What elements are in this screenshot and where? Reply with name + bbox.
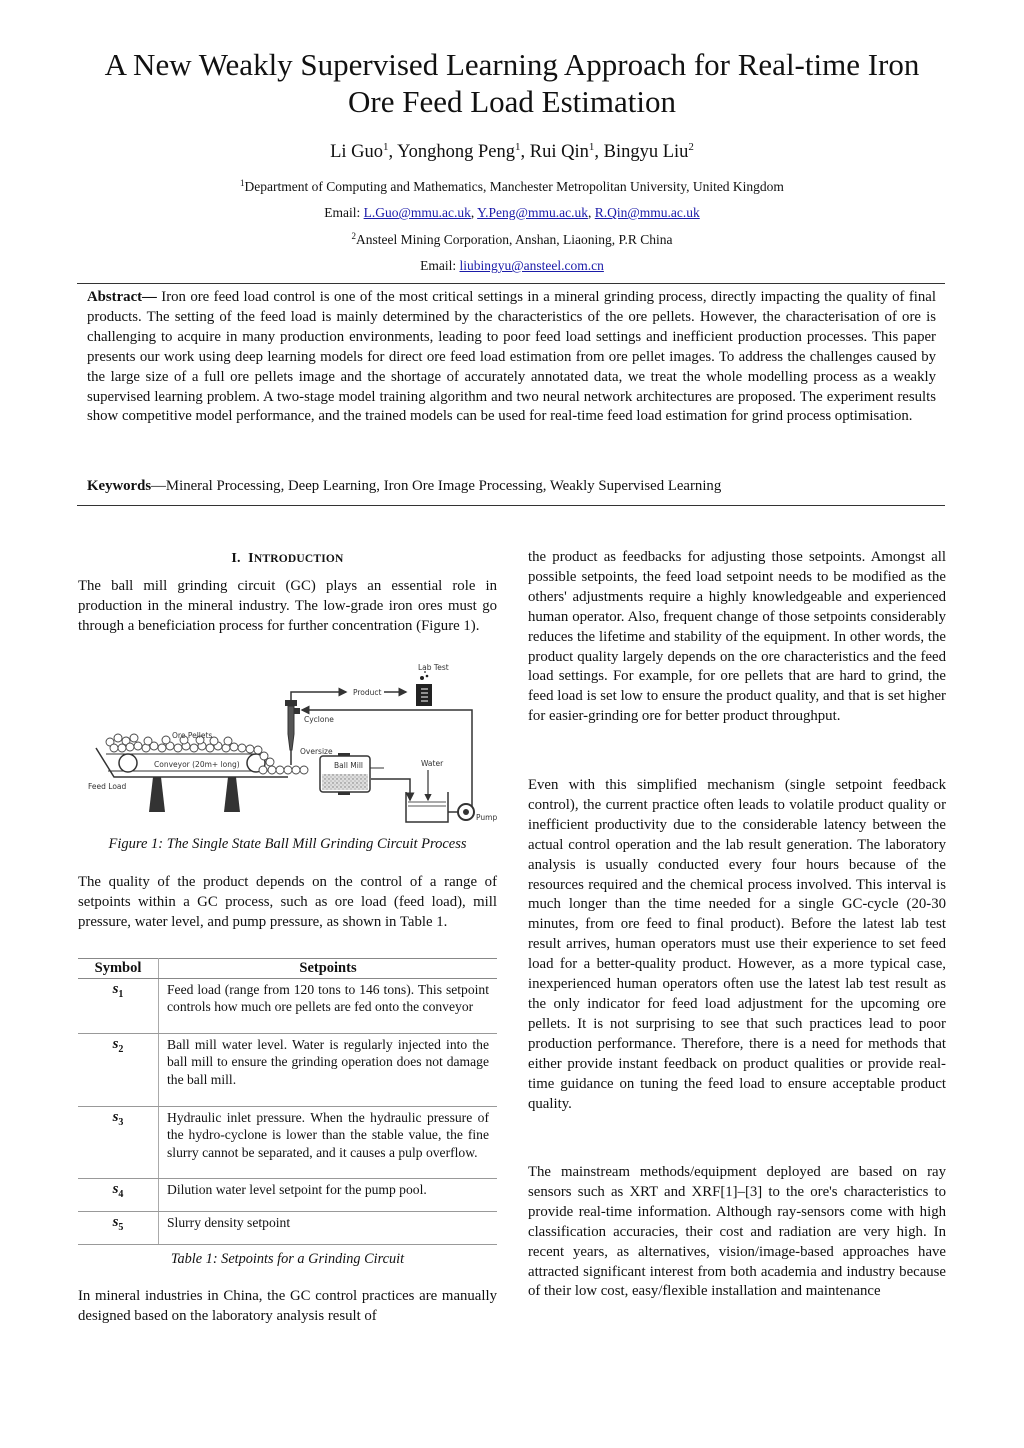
setpoint-description: Slurry density setpoint [159, 1211, 498, 1244]
setpoint-description: Ball mill water level. Water is regularly injected into the ball mill to ensure the grinding operation does not damage the ball mill. [159, 1033, 498, 1106]
email-link[interactable]: R.Qin@mmu.ac.uk [594, 205, 700, 220]
author-affil-mark: 1 [515, 141, 521, 153]
symbol-cell: $s_1$ [78, 978, 159, 1033]
table-1 [78, 958, 497, 1245]
setpoint-description: Feed load (range from 120 tons to 146 tons). This setpoint controls how much ore pellets are fed onto the conveyor [159, 978, 498, 1033]
section-title-initial: I [248, 551, 254, 566]
affil-mark: 1 [240, 178, 245, 188]
abstract-top-rule [77, 283, 945, 284]
label-oversize: Oversize [300, 747, 333, 756]
abstract-bottom-rule [77, 505, 945, 506]
conveyor-support [149, 777, 165, 812]
intro-right-paragraph-3: The mainstream methods/equipment deployed are based on ray sensors such as XRT and XRF[1]–[3] to the ore's characteristics to provide real-time information. Although ray-sensors come with high classification accuracies, their cost and radiation are very high. In recent years, as alternatives, vision/image-based approaches have attracted significant interest from both academia and industry because of their low cost, easy/flexible installation and maintenance [528, 1164, 946, 1300]
label-product: Product [353, 688, 382, 697]
author-affil-mark: 1 [588, 141, 595, 153]
keywords-text: —Mineral Processing, Deep Learning, Iron Ore Image Processing, Weakly Supervised Learning [151, 478, 722, 494]
affil-text: Ansteel Mining Corporation, Anshan, Liaoning, P.R China [356, 232, 673, 247]
abstract-label: Abstract— [87, 289, 157, 305]
separator: , [388, 142, 398, 162]
author-name: Li Guo [330, 142, 384, 162]
section-title-rest: NTRODUCTION [253, 553, 344, 565]
pump-icon [448, 804, 474, 820]
author-list [60, 141, 964, 163]
setpoint-description: Hydraulic inlet pressure. When the hydraulic pressure of the hydro-cyclone is lower than the stable value, the fine slurry cannot be separated, and it causes a pulp overflow. [159, 1106, 498, 1179]
lab-test-beaker-icon [416, 671, 432, 706]
table-row [78, 1179, 497, 1212]
affiliation-2 [60, 231, 964, 248]
title-line-1: A New Weakly Supervised Learning Approach for Real-time Iron [104, 47, 920, 82]
symbol-cell: $s_5$ [78, 1211, 159, 1244]
label-lab-test: Lab Test [418, 663, 449, 672]
email-link[interactable]: L.Guo@mmu.ac.uk [363, 205, 471, 220]
table-row [78, 1106, 497, 1179]
table-header-row [78, 959, 497, 979]
affiliation-1 [60, 178, 964, 195]
separator: , [587, 205, 595, 220]
section-heading-introduction [78, 551, 497, 567]
setpoints-table [78, 958, 497, 1245]
label-ore-pellets: Ore Pellets [172, 731, 213, 740]
ball-mill-icon [320, 753, 384, 795]
table-row [78, 978, 497, 1033]
affil-text: Department of Computing and Mathematics, Manchester Metropolitan University, United Kingdom [244, 179, 784, 194]
email-link[interactable]: liubingyu@ansteel.com.cn [459, 258, 604, 273]
label-ball-mill: Ball Mill [334, 761, 364, 770]
figure-1-caption: Figure 1: The Single State Ball Mill Grinding Circuit Process [108, 836, 467, 852]
column-header-symbol: Symbol [78, 959, 159, 979]
intro-paragraph-3: In mineral industries in China, the GC control practices are manually designed based on the laboratory analysis result of [78, 1288, 497, 1324]
symbol-cell: $s_3$ [78, 1106, 159, 1179]
author-affil-mark: 1 [383, 141, 389, 153]
intro-paragraph-1: The ball mill grinding circuit (GC) plays an essential role in production in the mineral industry. The low-grade iron ores must go through a beneficiation process for further concentration (Figure 1). [78, 578, 497, 634]
symbol-cell: $s_4$ [78, 1179, 159, 1212]
symbol-cell: $s_2$ [78, 1033, 159, 1106]
table-1-caption: Table 1: Setpoints for a Grinding Circuit [170, 1251, 405, 1267]
keywords-label: Keywords [87, 478, 152, 494]
separator: , [520, 142, 530, 162]
figure-1-diagram [88, 662, 500, 832]
affil-mark: 2 [351, 231, 356, 241]
table-row [78, 1033, 497, 1106]
email-label: Email: [420, 258, 460, 273]
label-water: Water [421, 759, 444, 768]
author-name: Yonghong Peng [397, 142, 515, 162]
setpoint-description: Dilution water level setpoint for the pump pool. [159, 1179, 498, 1212]
intro-paragraph-2: The quality of the product depends on the control of a range of setpoints within a GC process, such as ore load (feed load), mill pressure, water level, and pump pressure, as shown in Table 1. [78, 874, 497, 930]
conveyor-support [224, 777, 240, 812]
paper-title [60, 46, 964, 120]
email-line-2 [60, 258, 964, 274]
author-name: Rui Qin [529, 142, 589, 162]
intro-right-paragraph-2: Even with this simplified mechanism (single setpoint feedback control), the current practice often leads to volatile product quality or inefficient productivity due to the considerable latency between the actual control operation and the lab result generation. The laboratory analysis is usually conducted every four hours because of the resources required and the chemical process involved. This interval is much longer than the time needed for a single GC-cycle (20-30 minutes, from ore feed to final product). Before the latest lab test result arrives, human operators must use their experience to set feed load for a better-quality product. However, as a more typical case, inexperienced human operators often use the latest lab test result as the only indicator for feed load adjustment for the upcoming ore pellets. It is not surprising to see that such practices lead to poor production performance. Therefore, there is a need for methods that either provide instant feedback on product qualities or provide real-time guidance on tuning the feed load to ensure acceptable product quality. [528, 777, 946, 1112]
keywords [87, 476, 936, 496]
section-number: I. [231, 551, 241, 566]
abstract-text: Iron ore feed load control is one of the most critical settings in a mineral grinding process, directly impacting the quality of final products. The setting of the feed load is mainly determined by the characteristics of the ore pellets. However, the characterisation of ore is challenging to acquire in many production environments, leading to poor feed load settings and inefficient production processes. This paper presents our work using deep learning models for direct ore feed load estimation from ore pellet images. To address the challenges caused by the large size of a full ore pellets image and the shortage of accurately annotated data, we treat the whole modelling process as a weakly supervised learning problem. A two-stage model training algorithm and two neural network architectures are proposed. The experiment results show competitive model performance, and the trained models can be used for real-time feed load estimation for grind process optimisation. [87, 289, 936, 425]
title-line-2: Ore Feed Load Estimation [348, 84, 676, 119]
separator: , [470, 205, 478, 220]
cyclone-icon [285, 700, 300, 765]
label-feed-load: Feed Load [88, 782, 127, 791]
table-row [78, 1211, 497, 1244]
author-name: Bingyu Liu [603, 142, 689, 162]
author-affil-mark: 2 [688, 141, 694, 153]
email-label: Email: [324, 205, 364, 220]
column-header-setpoints: Setpoints [159, 959, 498, 979]
email-line-1 [60, 205, 964, 221]
separator: , [594, 142, 604, 162]
abstract [87, 288, 936, 427]
grinding-circuit-diagram [88, 662, 500, 832]
intro-right-paragraph-1: the product as feedbacks for adjusting those setpoints. Amongst all possible setpoints, the feed load setpoint needs to be modified as the others' adjustments require a highly knowledgeable and experienced human operator. Also, frequent change of those setpoints considerably reduces the lifetime and stability of the equipment. In other words, the product quality largely depends on the ore characteristics and the feed load settings. For example, for ore pellets that are hard to grind, the feed load is set low to ensure the product quality, and that is set higher for easier-grinding ore for better product throughput. [528, 549, 946, 725]
email-link[interactable]: Y.Peng@mmu.ac.uk [477, 205, 588, 220]
label-conveyor: Conveyor (20m+ long) [154, 760, 240, 769]
label-cyclone: Cyclone [304, 715, 334, 724]
water-tank-icon [406, 770, 448, 822]
label-pump: Pump [476, 813, 498, 822]
